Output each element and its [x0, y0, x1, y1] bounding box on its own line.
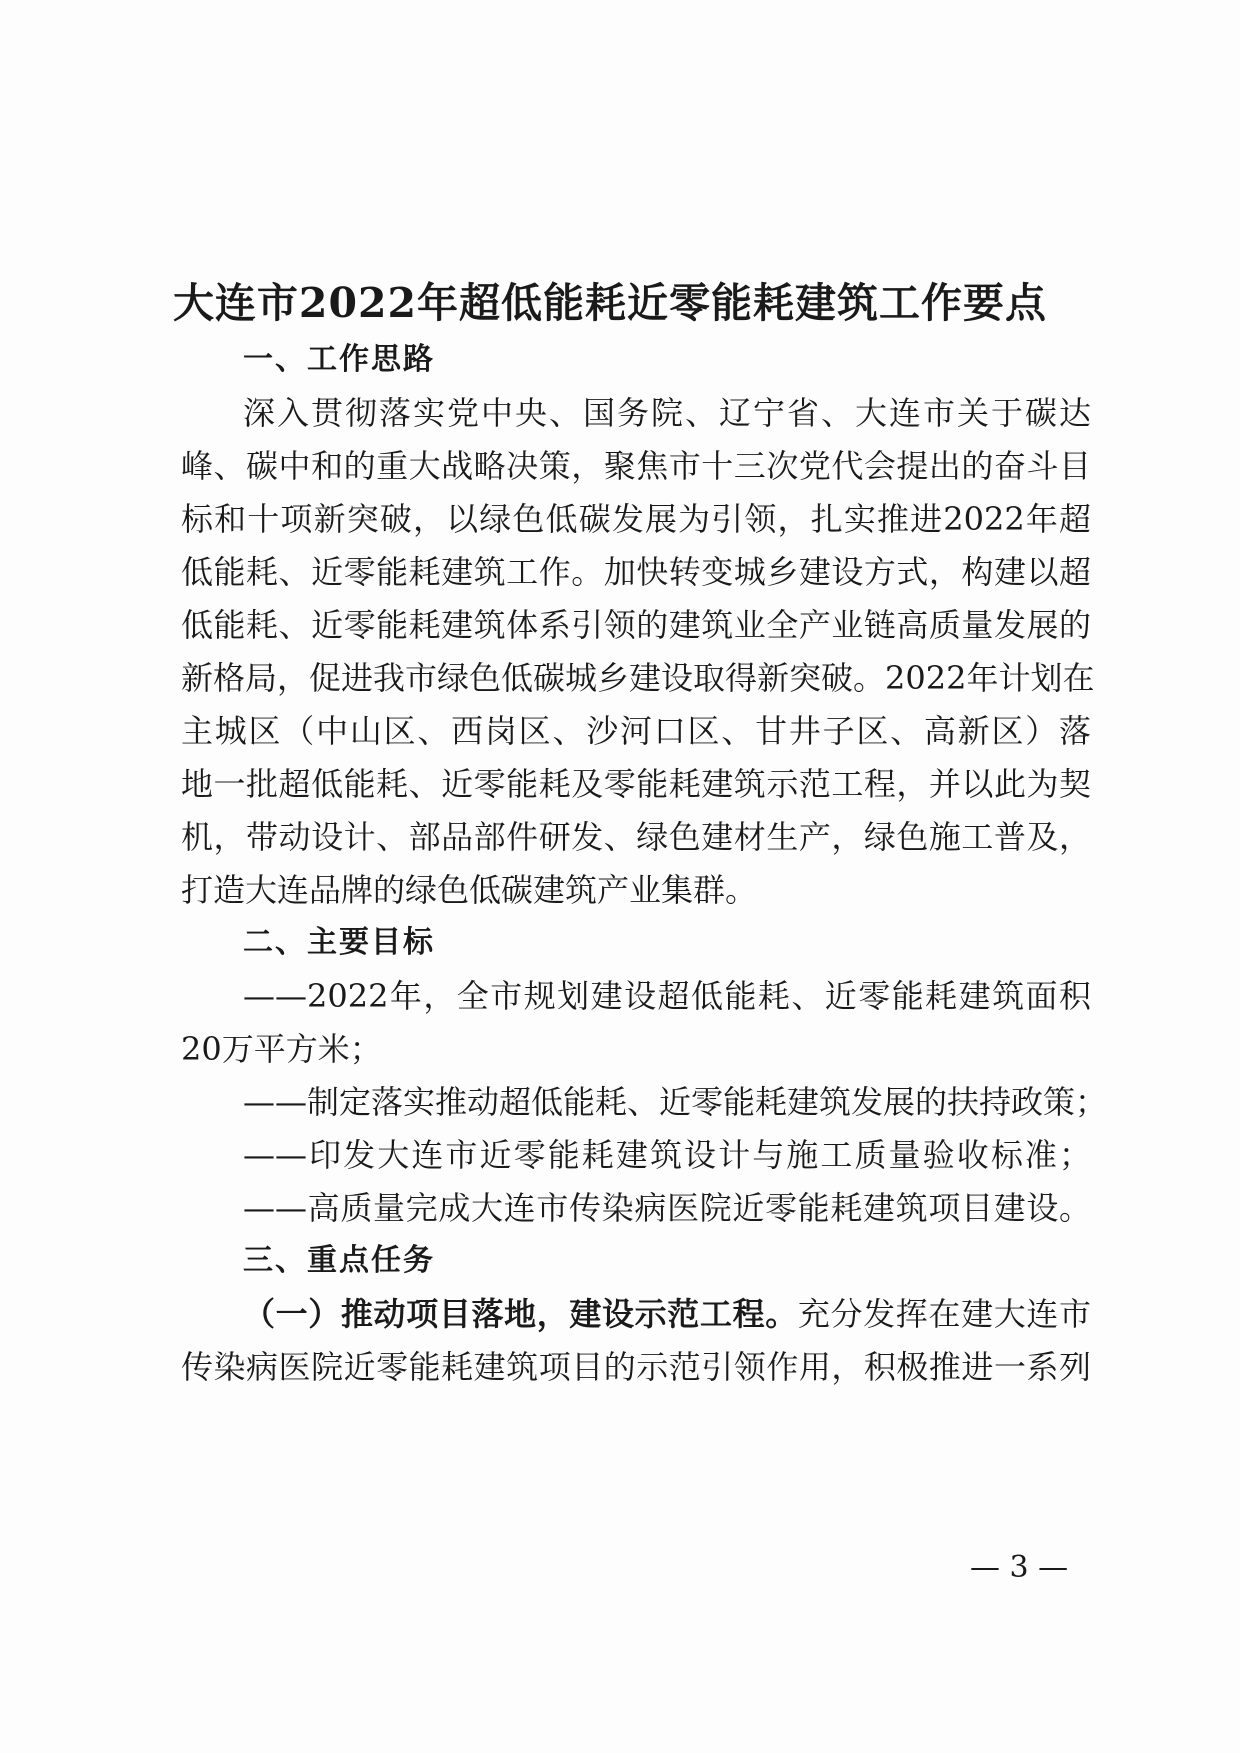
- task-item-lead: （一）推动项目落地，建设示范工程。: [243, 1295, 798, 1333]
- goal-line: 20万平方米；: [181, 1030, 382, 1068]
- page-number: — 3 —: [970, 1550, 1069, 1585]
- paragraph-line: 低能耗、近零能耗建筑工作。加快转变城乡建设方式，构建以超: [181, 553, 1091, 591]
- paragraph-line: 打造大连品牌的绿色低碳建筑产业集群。: [181, 871, 758, 909]
- goal-line: ——制定落实推动超低能耗、近零能耗建筑发展的扶持政策；: [243, 1083, 1108, 1121]
- paragraph-line: 深入贯彻落实党中央、国务院、辽宁省、大连市关于碳达: [243, 394, 1091, 432]
- goal-line: ——印发大连市近零能耗建筑设计与施工质量验收标准；: [243, 1136, 1091, 1174]
- paragraph-line: 新格局，促进我市绿色低碳城乡建设取得新突破。2022年计划在: [181, 659, 1095, 697]
- paragraph-line: 低能耗、近零能耗建筑体系引领的建筑业全产业链高质量发展的: [181, 606, 1091, 644]
- task-line: 传染病医院近零能耗建筑项目的示范引领作用，积极推进一系列: [181, 1348, 1091, 1386]
- goal-line: ——高质量完成大连市传染病医院近零能耗建筑项目建设。: [243, 1189, 1091, 1227]
- paragraph-line: 地一批超低能耗、近零能耗及零能耗建筑示范工程，并以此为契: [181, 765, 1091, 803]
- document-title: 大连市2022年超低能耗近零能耗建筑工作要点: [172, 279, 1048, 327]
- section-heading-key-tasks: 三、重点任务: [243, 1243, 435, 1278]
- section-heading-work-approach: 一、工作思路: [243, 342, 435, 377]
- task-line: [243, 1294, 1091, 1334]
- paragraph-line: 主城区（中山区、西岗区、沙河口区、甘井子区、高新区）落: [181, 712, 1091, 750]
- paragraph-line: 峰、碳中和的重大战略决策，聚焦市十三次党代会提出的奋斗目: [181, 447, 1091, 485]
- section-heading-main-goals: 二、主要目标: [243, 925, 435, 960]
- paragraph-line: 标和十项新突破，以绿色低碳发展为引领，扎实推进2022年超: [181, 500, 1091, 538]
- goal-line: ——2022年，全市规划建设超低能耗、近零能耗建筑面积: [243, 977, 1091, 1015]
- paragraph-line: 机，带动设计、部品部件研发、绿色建材生产，绿色施工普及，: [181, 818, 1091, 856]
- task-item-text: 充分发挥在建大连市: [797, 1295, 1091, 1333]
